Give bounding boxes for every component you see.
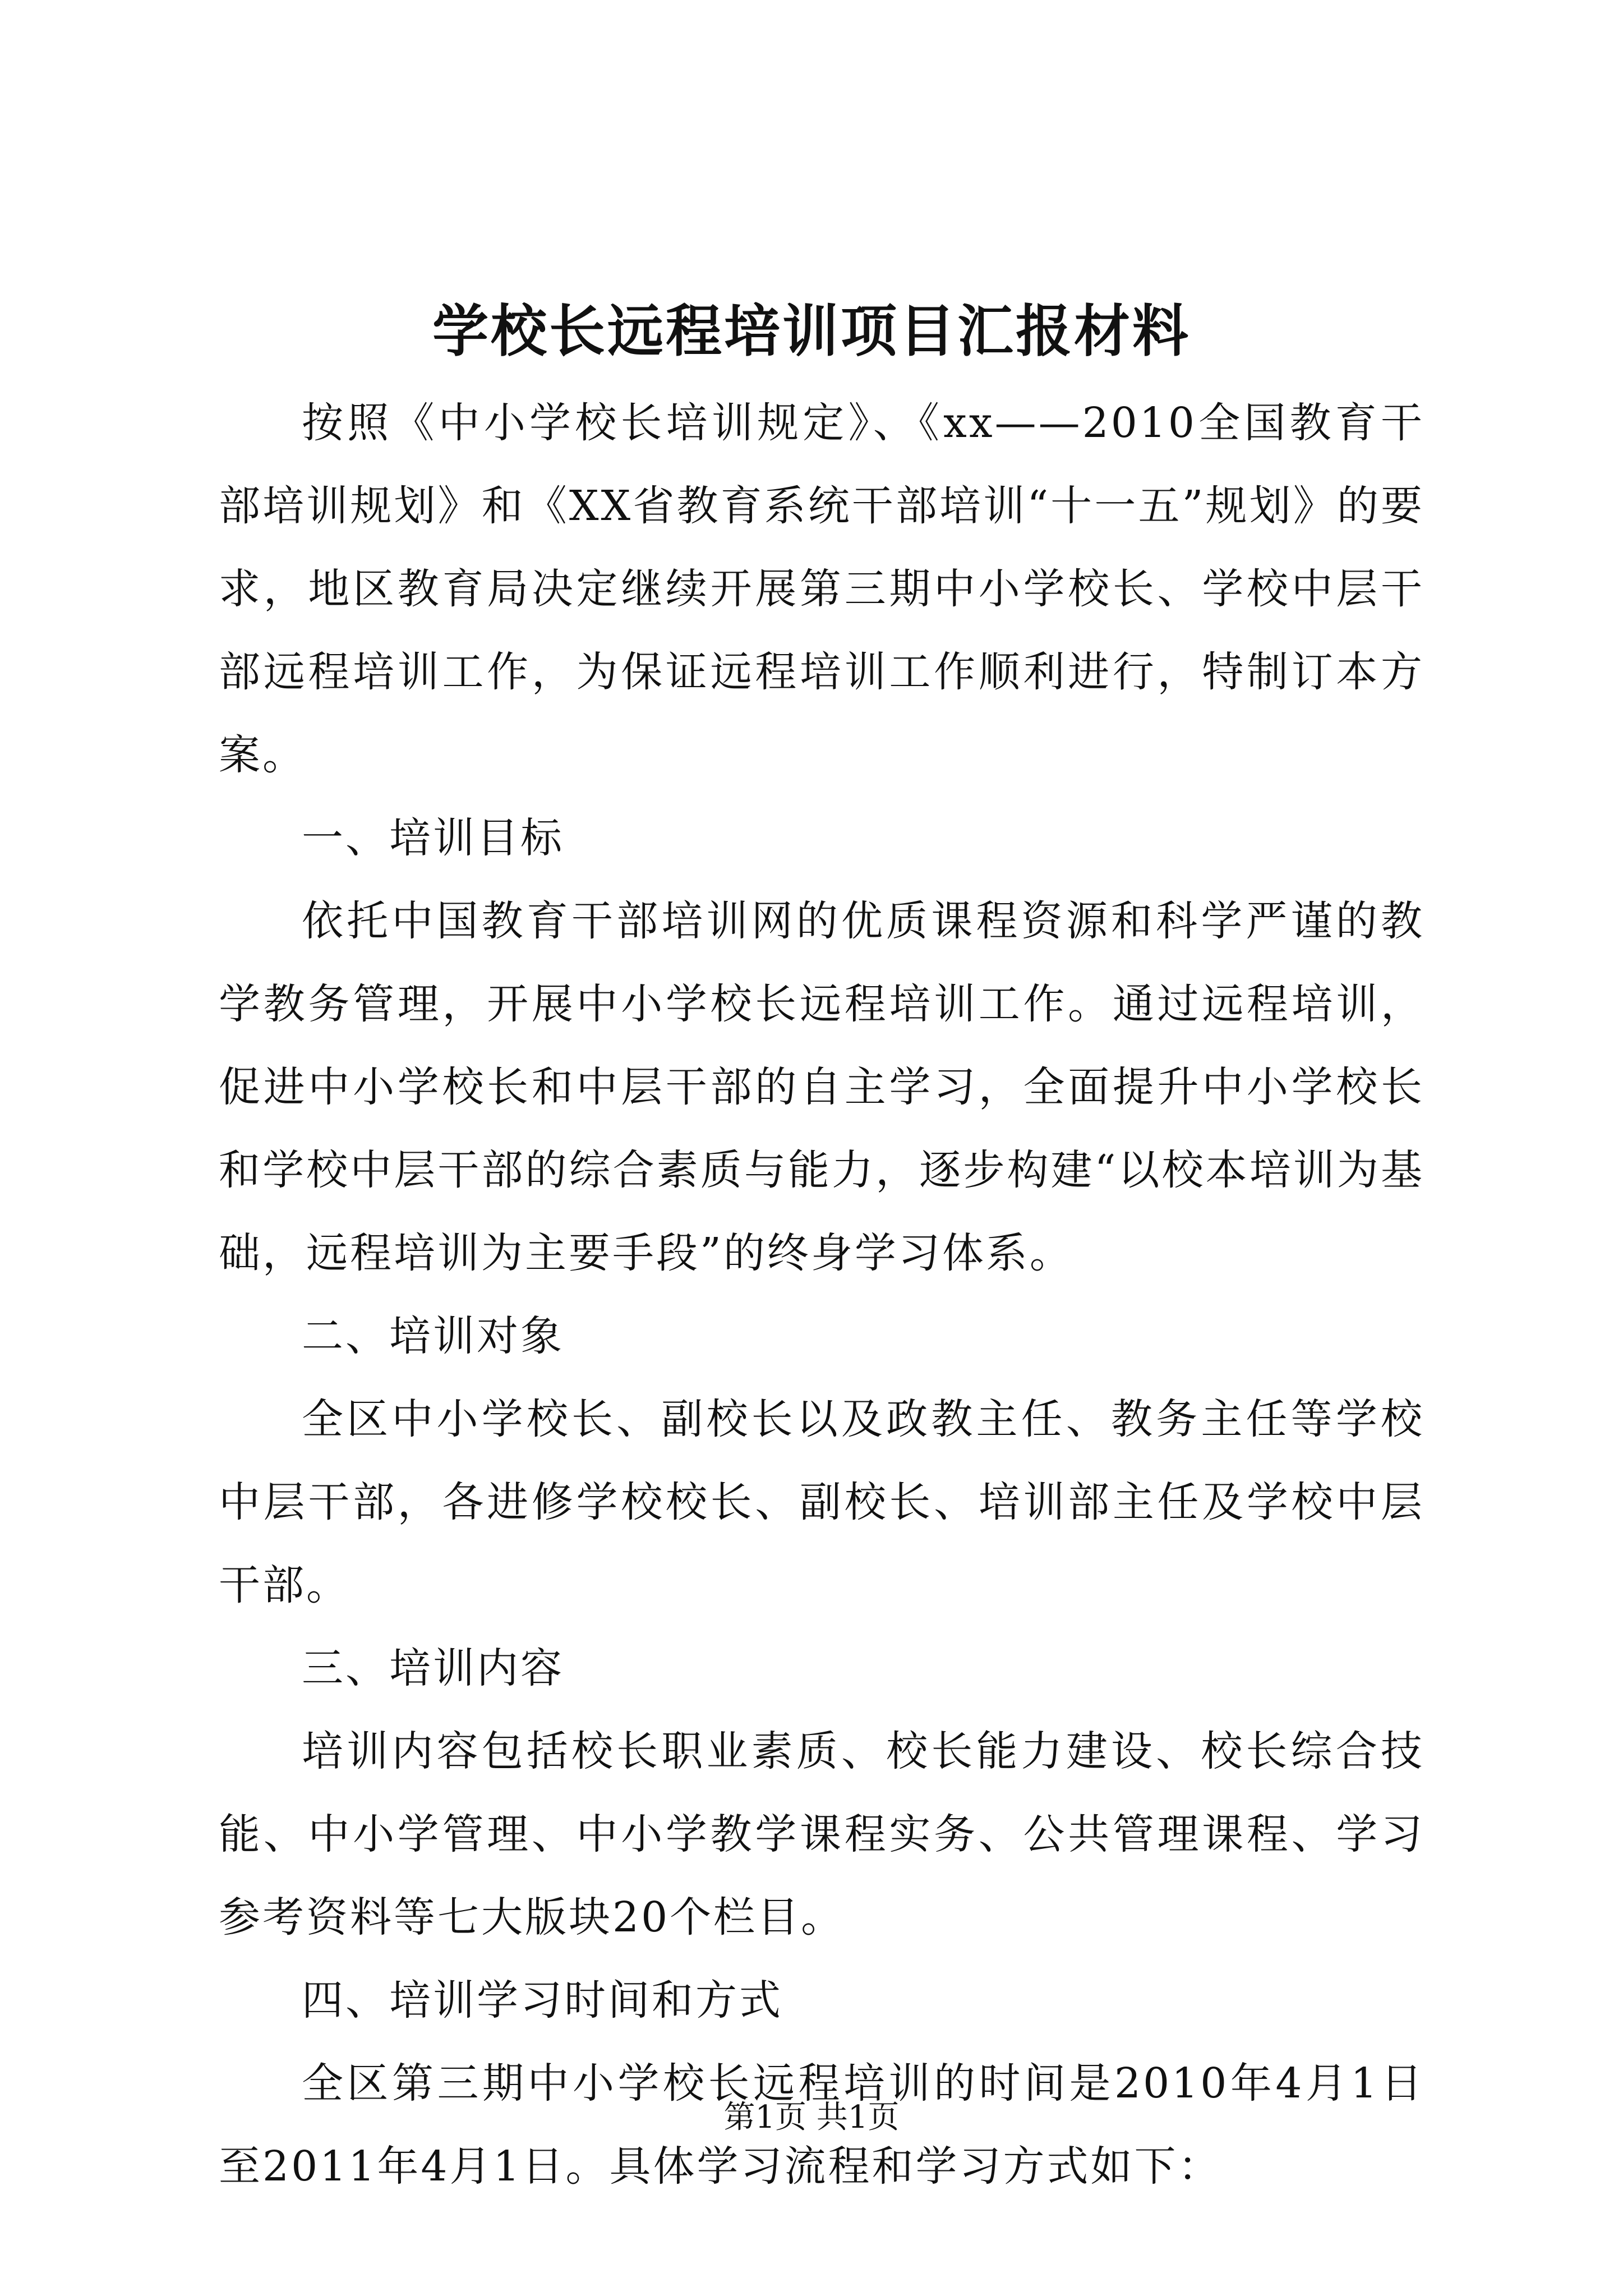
section-heading-schedule: 四、培训学习时间和方式	[302, 1976, 783, 2024]
audience-paragraph: 全区中小学校长、副校长以及政教主任、教务主任等学校中层干部，各进修学校校长、副校长、培训部主任及学校中层干部。	[219, 1395, 1424, 1609]
section-heading-audience: 二、培训对象	[302, 1312, 564, 1360]
content-paragraph: 培训内容包括校长职业素质、校长能力建设、校长综合技能、中小学管理、中小学教学课程实务、公共管理课程、学习参考资料等七大版块20个栏目。	[219, 1727, 1424, 1941]
document-body	[219, 381, 1424, 2208]
intro-paragraph: 按照《中小学校长培训规定》、《xx——2010全国教育干部培训规划》和《XX省教育系统干部培训“十一五”规划》的要求，地区教育局决定继续开展第三期中小学校长、学校中层干部远程培训工作，为保证远程培训工作顺利进行，特制订本方案。	[219, 399, 1424, 779]
section-heading-content: 三、培训内容	[302, 1644, 564, 1692]
page-number-footer: 第1页 共1页	[723, 2099, 900, 2136]
goals-paragraph: 依托中国教育干部培训网的优质课程资源和科学严谨的教学教务管理，开展中小学校长远程培训工作。通过远程培训，促进中小学校长和中层干部的自主学习，全面提升中小学校长和学校中层干部的综合素质与能力，逐步构建“以校本培训为基础，远程培训为主要手段”的终身学习体系。	[219, 897, 1424, 1277]
section-heading-goals: 一、培训目标	[302, 814, 564, 862]
schedule-paragraph: 全区第三期中小学校长远程培训的时间是2010年4月1日至2011年4月1日。具体学习流程和学习方式如下：	[219, 2059, 1424, 2191]
document-title: 学校长远程培训项目汇报材料	[432, 298, 1191, 364]
